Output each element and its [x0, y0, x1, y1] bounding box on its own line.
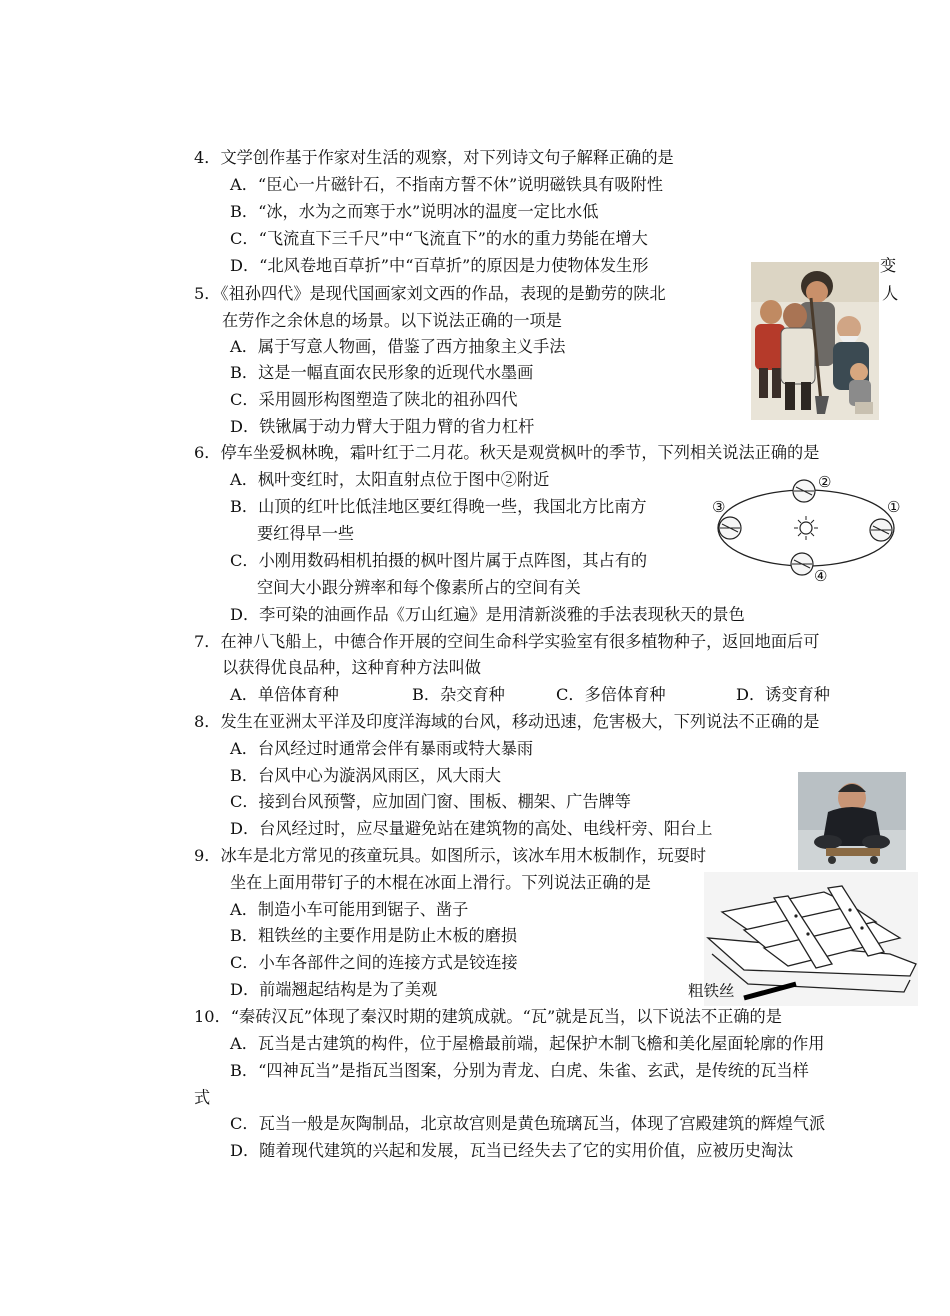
q4-option-d: D．“北风卷地百草折”中“百草折”的原因是力使物体发生形	[230, 256, 649, 275]
q5-option-d: D．铁锹属于动力臂大于阻力臂的省力杠杆	[230, 417, 535, 436]
orbit-label-4: ④	[814, 567, 828, 585]
earth-orbit-diagram	[706, 470, 910, 586]
earth-position-right	[870, 519, 892, 541]
orbit-label-1: ①	[887, 498, 901, 516]
q9-option-c: C．小车各部件之间的连接方式是铰连接	[230, 953, 518, 972]
q10-stem: 10．“秦砖汉瓦”体现了秦汉时期的建筑成就。“瓦”就是瓦当，以下说法不正确的是	[194, 1007, 782, 1026]
q6-option-b: B．山顶的红叶比低洼地区要红得晚一些，我国北方比南方	[230, 497, 647, 516]
q9-stem-line2: 坐在上面用带钉子的木棍在冰面上滑行。下列说法正确的是	[230, 873, 651, 892]
q6-stem: 6．停车坐爱枫林晚，霜叶红于二月花。秋天是观赏枫叶的季节，下列相关说法正确的是	[194, 443, 820, 462]
q6-option-a: A．枫叶变红时，太阳直射点位于图中②附近	[230, 470, 550, 489]
q10-option-c: C．瓦当一般是灰陶制品，北京故宫则是黄色琉璃瓦当，体现了宫殿建筑的辉煌气派	[230, 1114, 826, 1133]
q4-stem: 4．文学创作基于作家对生活的观察，对下列诗文句子解释正确的是	[194, 148, 674, 167]
q9-stem: 9．冰车是北方常见的孩童玩具。如图所示，该冰车用木板制作，玩耍时	[194, 846, 707, 865]
orbit-label-3: ③	[712, 498, 726, 516]
q4-option-a: A．“臣心一片磁针石，不指南方誓不休”说明磁铁具有吸附性	[230, 175, 663, 194]
q4-option-d-tail: 变	[880, 256, 897, 275]
q6-option-c-line2: 空间大小跟分辨率和每个像素所占的空间有关	[257, 578, 581, 597]
q8-option-a: A．台风经过时通常会伴有暴雨或特大暴雨	[230, 739, 534, 758]
child-on-ice-sled-photo	[798, 772, 906, 870]
q5-option-a: A．属于写意人物画，借鉴了西方抽象主义手法	[230, 337, 566, 356]
q8-option-d: D．台风经过时，应尽量避免站在建筑物的高处、电线杆旁、阳台上	[230, 819, 713, 838]
q7-stem-line2: 以获得优良品种，这种育种方法叫做	[222, 658, 481, 677]
q4-option-b: B．“冰，水为之而寒于水”说明冰的温度一定比水低	[230, 202, 599, 221]
q7-stem: 7．在神八飞船上，中德合作开展的空间生命科学实验室有很多植物种子，返回地面后可	[194, 632, 820, 651]
q5-stem-tail: 人	[882, 284, 899, 303]
earth-position-bottom	[791, 553, 813, 575]
q10-option-d: D．随着现代建筑的兴起和发展，瓦当已经失去了它的实用价值，应被历史淘汰	[230, 1141, 794, 1160]
q6-option-b-line2: 要红得早一些	[257, 524, 355, 543]
q9-option-d: D．前端翘起结构是为了美观	[230, 980, 438, 999]
orbit-label-2: ②	[818, 473, 832, 491]
wire-label: 粗铁丝	[688, 982, 735, 1000]
q8-stem: 8．发生在亚洲太平洋及印度洋海域的台风，移动迅速，危害极大，下列说法不正确的是	[194, 712, 820, 731]
q7-option-d: D．诱变育种	[736, 685, 830, 704]
q4-option-c: C．“飞流直下三千尺”中“飞流直下”的水的重力势能在增大	[230, 229, 648, 248]
q7-option-b: B．杂交育种	[412, 685, 505, 704]
q10-option-b-line2: 式	[194, 1088, 211, 1107]
earth-position-top	[793, 480, 815, 502]
q6-option-d: D．李可染的油画作品《万山红遍》是用清新淡雅的手法表现秋天的景色	[230, 605, 745, 624]
q5-stem: 5．《祖孙四代》是现代国画家刘文西的作品，表现的是勤劳的陕北	[194, 284, 666, 303]
q9-option-a: A．制造小车可能用到锯子、凿子	[230, 900, 469, 919]
painting-figure	[751, 262, 879, 420]
q5-stem-line2: 在劳作之余休息的场景。以下说法正确的一项是	[222, 311, 562, 330]
q10-option-a: A．瓦当是古建筑的构件，位于屋檐最前端，起保护木制飞檐和美化屋面轮廓的作用	[230, 1034, 825, 1053]
sun-icon	[794, 516, 818, 540]
q5-option-c: C．采用圆形构图塑造了陕北的祖孙四代	[230, 390, 518, 409]
q8-option-c: C．接到台风预警，应加固门窗、围板、棚架、广告牌等	[230, 792, 631, 811]
q7-option-a: A．单倍体育种	[230, 685, 339, 704]
q8-option-b: B．台风中心为漩涡风雨区，风大雨大	[230, 766, 501, 785]
q5-option-b: B．这是一幅直面农民形象的近现代水墨画	[230, 363, 534, 382]
ice-sled-drawing	[704, 872, 918, 1006]
q9-option-b: B．粗铁丝的主要作用是防止木板的磨损	[230, 926, 518, 945]
earth-position-left	[719, 517, 741, 539]
q6-option-c: C．小刚用数码相机拍摄的枫叶图片属于点阵图，其占有的	[230, 551, 648, 570]
q10-option-b: B．“四神瓦当”是指瓦当图案，分别为青龙、白虎、朱雀、玄武，是传统的瓦当样	[230, 1061, 809, 1080]
q7-option-c: C．多倍体育种	[556, 685, 666, 704]
